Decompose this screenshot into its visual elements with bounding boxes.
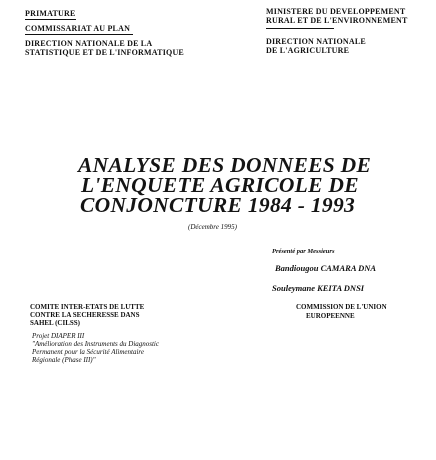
header-right-direction-line1: DIRECTION NATIONALE (266, 37, 366, 46)
header-left-commissariat: COMMISSARIAT AU PLAN (25, 24, 131, 33)
header-left-direction-line2: STATISTIQUE ET DE L'INFORMATIQUE (25, 48, 184, 57)
document-title-line2: L'ENQUETE AGRICOLE DE (81, 173, 359, 197)
header-right-direction-line2: DE L'AGRICULTURE (266, 46, 350, 55)
footer-left-cilss-line3: SAHEL (CILSS) (30, 319, 80, 327)
author-1: Bandiougou CAMARA DNA (275, 263, 377, 273)
header-right-rule (266, 28, 334, 29)
document-title-line1: ANALYSE DES DONNEES DE (78, 153, 372, 177)
header-left-ministry: PRIMATURE (25, 9, 76, 18)
document-date: (Décembre 1995) (188, 223, 237, 231)
header-right-ministry-line2: RURAL ET DE L'ENVIRONNEMENT (266, 16, 408, 25)
project-name: Projet DIAPER III (32, 332, 85, 340)
header-right-ministry-line1: MINISTERE DU DEVELOPPEMENT (266, 7, 406, 16)
project-description-line1: "Amélioration des Instruments du Diagnostic (32, 340, 159, 348)
header-left-rule-2 (25, 34, 133, 35)
footer-left-cilss-line2: CONTRE LA SECHERESSE DANS (30, 311, 140, 319)
project-description-line3: Régionale (Phase III)" (32, 356, 96, 364)
project-description-line2: Permanent pour la Sécurité Alimentaire (32, 348, 144, 356)
author-2: Souleymane KEITA DNSI (272, 283, 365, 293)
footer-left-cilss-line1: COMITE INTER-ETATS DE LUTTE (30, 303, 145, 311)
header-left-direction-line1: DIRECTION NATIONALE DE LA (25, 39, 153, 48)
header-left-rule-1 (25, 19, 76, 20)
footer-right-commission-line2: EUROPEENNE (306, 312, 355, 320)
presented-by-label: Présenté par Messieurs (272, 248, 335, 255)
document-title-line3: CONJONCTURE 1984 - 1993 (80, 193, 356, 217)
footer-right-commission-line1: COMMISSION DE L'UNION (296, 303, 387, 311)
